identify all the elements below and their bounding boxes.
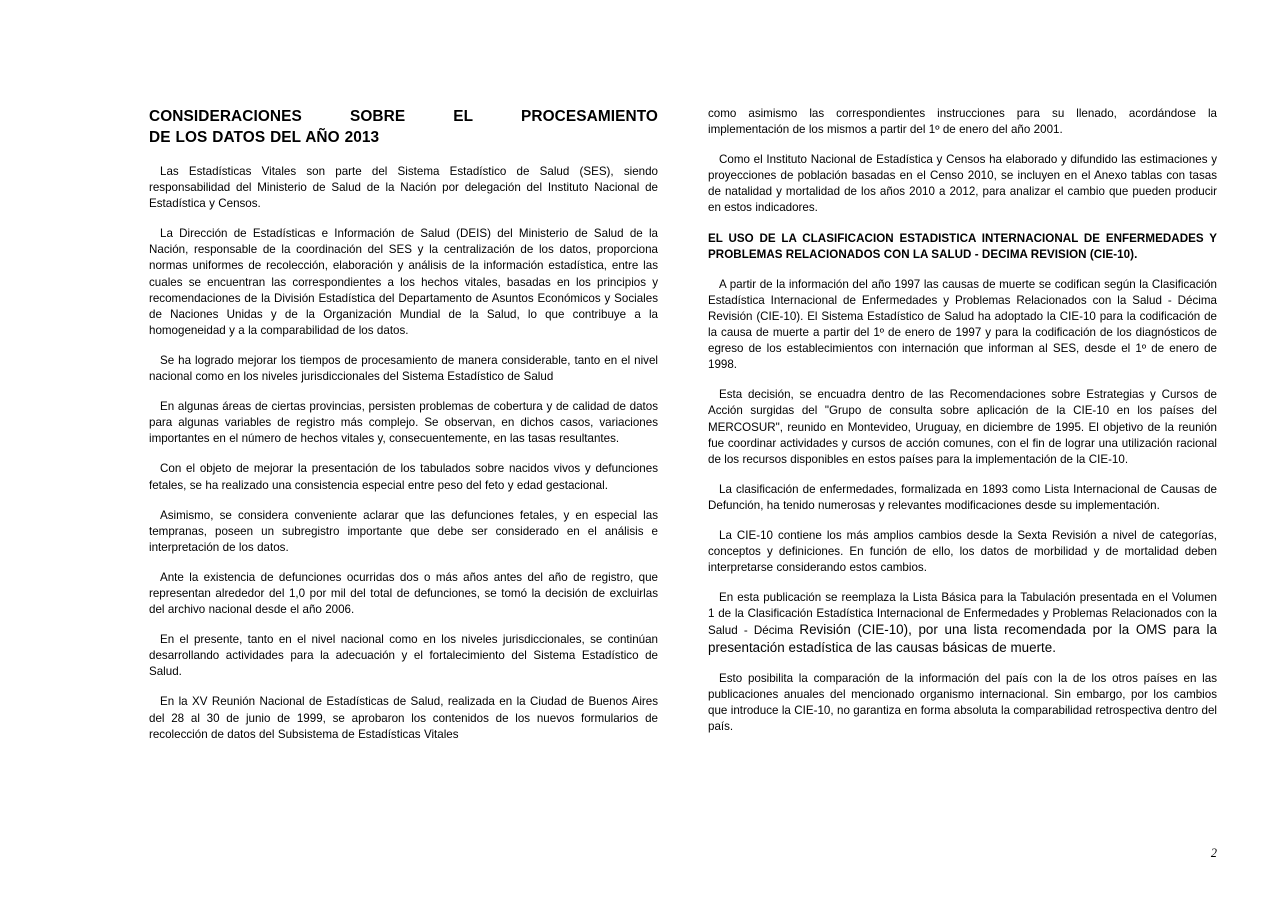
- paragraph-comparabilidad-internacional: Esto posibilita la comparación de la información del país con la de los otros países en las publicaciones anuales del mencionado organismo internacional. Sin embargo, por los cambios que introduce la CIE-10, no garantiza en forma absoluta la comparabilidad retrospectiva dentro del país.: [708, 671, 1217, 733]
- left-column: [149, 106, 658, 743]
- paragraph-lista-internacional-1893: La clasificación de enfermedades, formalizada en 1893 como Lista Internacional de Causas de Defunción, ha tenido numerosas y relevantes modificaciones desde su implementación.: [708, 482, 1217, 512]
- paragraph-direccion-deis: La Dirección de Estadísticas e Información de Salud (DEIS) del Ministerio de Salud de la Nación, responsable de la coordinación del SES y la centralización de los datos, proporciona normas uniformes de recolección, elaboración y análisis de la información estadística, entre las cuales se encuentran las correspondientes a los hechos vitales, basadas en los principios y recomendaciones de la División Estadística del Departamento de Asuntos Económicos y Sociales de Naciones Unidas y de la Organización Mundial de la Salud, lo que contribuye a la homogeneidad y a la comparabilidad de los datos.: [149, 227, 658, 337]
- right-column: [708, 106, 1217, 735]
- paragraph-lista-basica-tabulacion: [708, 590, 1217, 656]
- page-title-line-2: DE LOS DATOS DEL AÑO 2013: [149, 129, 380, 146]
- page-number: 2: [1210, 846, 1217, 860]
- paragraph-codificacion-1997: A partir de la información del año 1997 las causas de muerte se codifican según la Clasificación Estadística Internacional de Enfermedades y Problemas Relacionados con la Salud - Décima Revisión (CIE-10). El Sistema Estadístico de Salud ha adoptado la CIE-10 para la codificación de la causa de muerte a partir del 1º de enero de 1997 y para la codificación de los diagnósticos de egreso de los establecimientos con internación que informan al SES, desde el 1º de enero de 1998.: [708, 277, 1217, 372]
- page-title: [149, 106, 658, 148]
- paragraph-cobertura-calidad: En algunas áreas de ciertas provincias, persisten problemas de cobertura y de calidad de datos para algunas variables de registro más complejo. Se observan, en dichos casos, variaciones importantes en el número de hechos vitales y, consecuentemente, en las tasas resultantes.: [149, 400, 658, 446]
- paragraph-tiempos-procesamiento: Se ha logrado mejorar los tiempos de procesamiento de manera considerable, tanto en el nivel nacional como en los niveles jurisdiccionales del Sistema Estadístico de Salud: [149, 353, 658, 384]
- two-column-layout: [149, 106, 1217, 743]
- paragraph-nacidos-vivos: Con el objeto de mejorar la presentación de los tabulados sobre nacidos vivos y defunciones fetales, se ha realizado una consistencia especial entre peso del feto y edad gestacional.: [149, 462, 658, 492]
- paragraph-censo-2010: Como el Instituto Nacional de Estadística y Censos ha elaborado y difundido las estimaciones y proyecciones de población basadas en el Censo 2010, se incluyen en el Anexo tablas con tasas de natalidad y mortalidad de los años 2010 a 2012, para analizar el cambio que pueden producir en estos indicadores.: [708, 153, 1217, 215]
- paragraph-fortalecimiento-ses: En el presente, tanto en el nivel nacional como en los niveles jurisdiccionales, se continúan desarrollando actividades para la adecuación y el fortalecimiento del Sistema Estadístico de Salud.: [149, 633, 658, 679]
- paragraph-defunciones-ocurridas: Ante la existencia de defunciones ocurridas dos o más años antes del año de registro, que representan alrededor del 1,0 por mil del total de defunciones, se tomó la decisión de excluirlas del archivo nacional desde el año 2006.: [149, 570, 658, 617]
- paragraph-defunciones-fetales: Asimismo, se considera conveniente aclarar que las defunciones fetales, y en especial las tempranas, poseen un subregistro importante que debe ser considerado en el análisis e interpretación de los datos.: [149, 508, 658, 554]
- paragraph-continuacion-instrucciones: como asimismo las correspondientes instrucciones para su llenado, acordándose la implementación de los mismos a partir del 1º de enero del año 2001.: [708, 107, 1217, 137]
- mixed-paragraph-large-run: Revisión (CIE-10), por una lista recomendada por la OMS para la presentación estadística de las causas básicas de muerte.: [708, 622, 1217, 655]
- section-heading-cie10: EL USO DE LA CLASIFICACION ESTADISTICA INTERNACIONAL DE ENFERMEDADES Y PROBLEMAS RELACIONADOS CON LA SALUD - DECIMA REVISION (CIE-10).: [708, 231, 1217, 261]
- paragraph-xv-reunion: En la XV Reunión Nacional de Estadísticas de Salud, realizada en la Ciudad de Buenos Aires del 28 al 30 de junio de 1999, se aprobaron los contenidos de los nuevos formularios de recolección de datos del Subsistema de Estadísticas Vitales: [149, 695, 658, 741]
- paragraph-mercosur-montevideo: Esta decisión, se encuadra dentro de las Recomendaciones sobre Estrategias y Cursos de Acción surgidas del "Grupo de consulta sobre aplicación de la CIE-10 en los países del MERCOSUR", reunido en Montevideo, Uruguay, en diciembre de 1995. El objetivo de la reunión fue coordinar actividades y cursos de acción comunes, con el fin de lograr una utilización racional de los recursos disponibles en estos países para la implementación de la CIE-10.: [708, 388, 1217, 466]
- paragraph-estadisticas-vitales: Las Estadísticas Vitales son parte del Sistema Estadístico de Salud (SES), siendo responsabilidad del Ministerio de Salud de la Nación por delegación del Instituto Nacional de Estadística y Censos.: [149, 165, 658, 211]
- mixed-paragraph-normal-run: En esta publicación se reemplaza la Lista Básica para la Tabulación presentada en el Volumen 1 de la Clasificación Estadística Internacional de Enfermedades y Problemas Relacionados con la Salud - Décima: [708, 591, 1217, 638]
- paragraph-sexta-revision: La CIE-10 contiene los más amplios cambios desde la Sexta Revisión a nivel de categorías, conceptos y definiciones. En función de ello, los datos de morbilidad y de mortalidad deben interpretarse considerando estos cambios.: [708, 528, 1217, 575]
- page-title-line-1: CONSIDERACIONES SOBRE EL PROCESAMIENTO: [149, 108, 658, 125]
